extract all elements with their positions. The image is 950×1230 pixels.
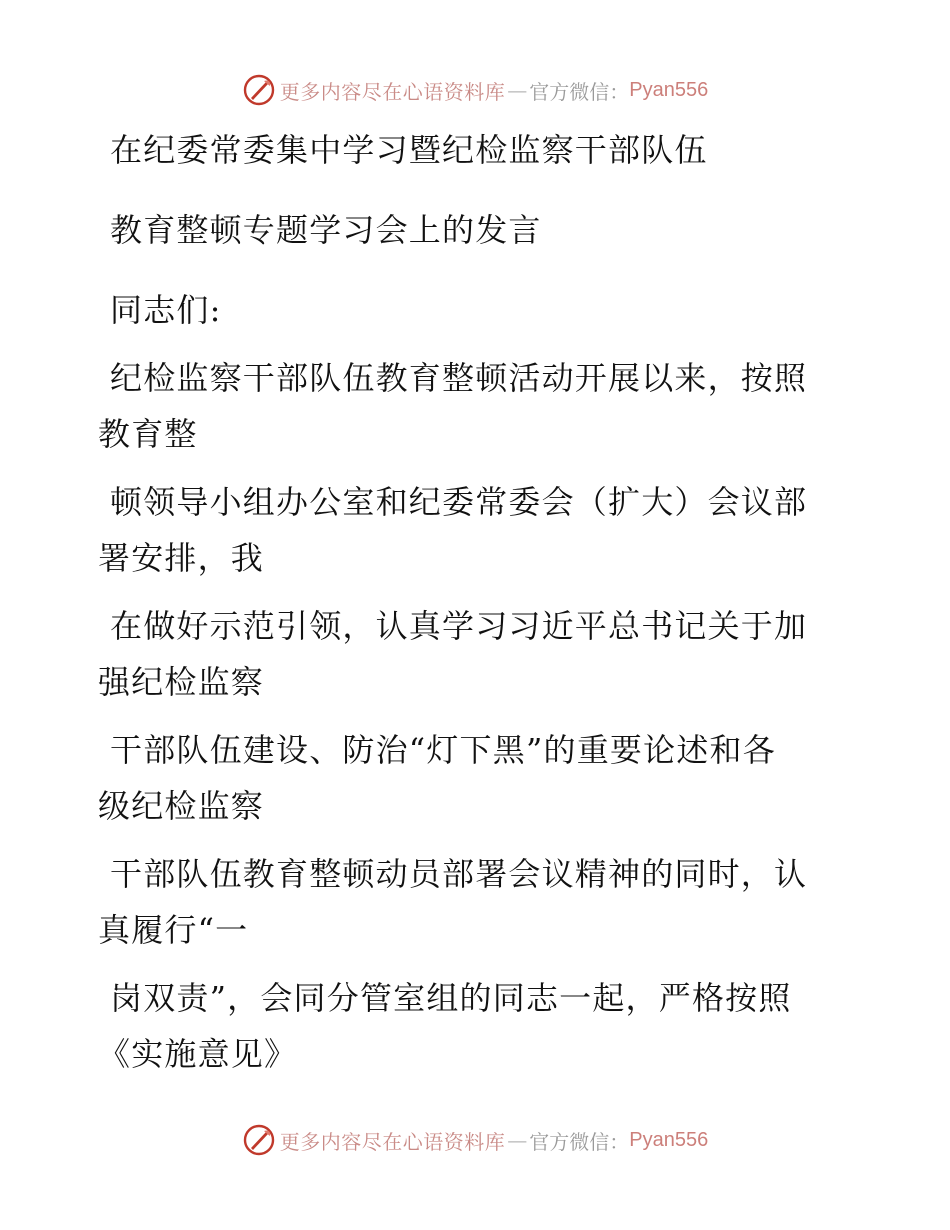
paragraph: [98, 598, 833, 710]
watermark-main-text: 更多内容尽在心语资料库: [279, 79, 506, 104]
paragraph: [98, 350, 833, 462]
watermark-wechat-id: Pyan556: [629, 78, 709, 101]
watermark-main-text: 更多内容尽在心语资料库: [279, 1129, 506, 1154]
quill-pen-logo-icon: [242, 1123, 276, 1157]
document-body: [98, 122, 833, 1082]
paragraph-line: 顿领导小组办公室和纪委常委会（扩大）会议部: [110, 483, 808, 521]
paragraph-line: 强纪检监察: [98, 663, 265, 701]
paragraph-line: 教育整: [98, 415, 198, 453]
paragraph-line: 在做好示范引领，认真学习习近平总书记关于加: [110, 607, 808, 645]
doc-salutation: 同志们:: [110, 291, 222, 329]
watermark-wechat-id: Pyan556: [629, 1128, 709, 1151]
watermark-sub-text: 官方微信：: [529, 79, 630, 104]
paragraph-line: 《实施意见》: [98, 1035, 298, 1073]
paragraph: [98, 722, 833, 834]
header-watermark: [0, 70, 950, 110]
paragraph-line: 干部队伍建设、防治“灯下黑”的重要论述和各: [110, 731, 776, 769]
paragraph-line: 署安排，我: [98, 539, 265, 577]
paragraph-line: 岗双责”，会同分管室组的同志一起，严格按照: [110, 979, 792, 1017]
doc-title-line-1: 在纪委常委集中学习暨纪检监察干部队伍: [110, 131, 708, 169]
footer-watermark: [0, 1120, 950, 1160]
doc-title-line-2: 教育整顿专题学习会上的发言: [110, 211, 542, 249]
paragraph-line: 真履行“一: [98, 911, 249, 949]
paragraph: [98, 846, 833, 958]
paragraph-line: 干部队伍教育整顿动员部署会议精神的同时，认: [110, 855, 808, 893]
paragraph: [98, 970, 833, 1082]
paragraph: [98, 474, 833, 586]
paragraph-line: 级纪检监察: [98, 787, 265, 825]
watermark-dash: —: [507, 1128, 528, 1152]
quill-pen-logo-icon: [242, 73, 276, 107]
watermark-dash: —: [507, 78, 528, 102]
watermark-sub-text: 官方微信：: [529, 1129, 630, 1154]
paragraph-line: 纪检监察干部队伍教育整顿活动开展以来，按照: [110, 359, 808, 397]
